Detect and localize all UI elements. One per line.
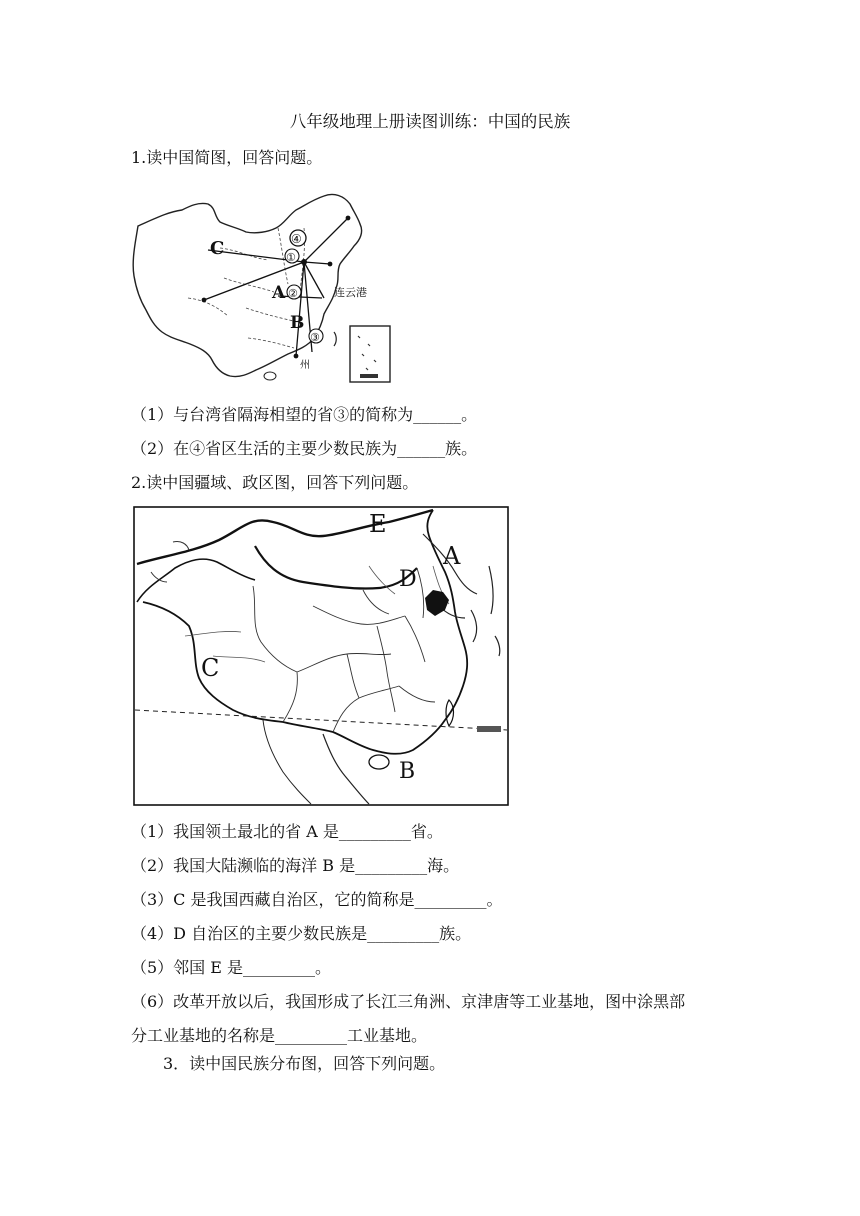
q1-item-1: （1）与台湾省隔海相望的省③的简称为______。 (131, 405, 478, 424)
q1-map-label-a: A (272, 283, 286, 303)
q1-map-label-circle1: ① (286, 251, 296, 264)
q2-map-label-a: A (443, 542, 461, 570)
q1-map-label-circle3: ③ (310, 331, 320, 344)
q2-item-3: （3）C 是我国西藏自治区，它的简称是_________。 (131, 890, 503, 909)
q2-china-admin-map (133, 506, 509, 806)
q3-heading: 3．读中国民族分布图，回答下列问题。 (163, 1054, 446, 1073)
document-title: 八年级地理上册读图训练：中国的民族 (289, 112, 571, 131)
q1-map-label-circle4: ④ (291, 232, 302, 246)
q2-item-2: （2）我国大陆濒临的海洋 B 是_________海。 (131, 856, 460, 875)
q2-map-label-e: E (369, 510, 387, 538)
q2-map-label-c: C (201, 654, 220, 682)
q1-map-label-c: C (210, 238, 225, 259)
q1-heading: 1.读中国简图，回答问题。 (131, 148, 323, 167)
q2-map-label-d: D (399, 567, 417, 592)
q2-item-4: （4）D 自治区的主要少数民族是_________族。 (131, 924, 472, 943)
q2-item-6-cont: 分工业基地的名称是_________工业基地。 (131, 1026, 428, 1045)
q2-map-label-b: B (399, 759, 416, 784)
q1-map-label-zhou: 州 (300, 360, 310, 371)
q1-item-2: （2）在④省区生活的主要少数民族为______族。 (131, 439, 478, 458)
q2-heading: 2.读中国疆域、政区图，回答下列问题。 (131, 473, 419, 492)
q2-item-1: （1）我国领土最北的省 A 是_________省。 (131, 822, 443, 841)
q2-item-6: （6）改革开放以后，我国形成了长江三角洲、京津唐等工业基地，图中涂黑部 (131, 992, 686, 1011)
q1-map-label-lianyungang: 连云港 (334, 286, 367, 299)
q2-item-5: （5）邻国 E 是_________。 (131, 958, 332, 977)
q1-china-sketch-map (128, 188, 408, 388)
q1-map-label-circle2: ② (288, 287, 298, 300)
q1-map-label-b: B (290, 313, 305, 333)
